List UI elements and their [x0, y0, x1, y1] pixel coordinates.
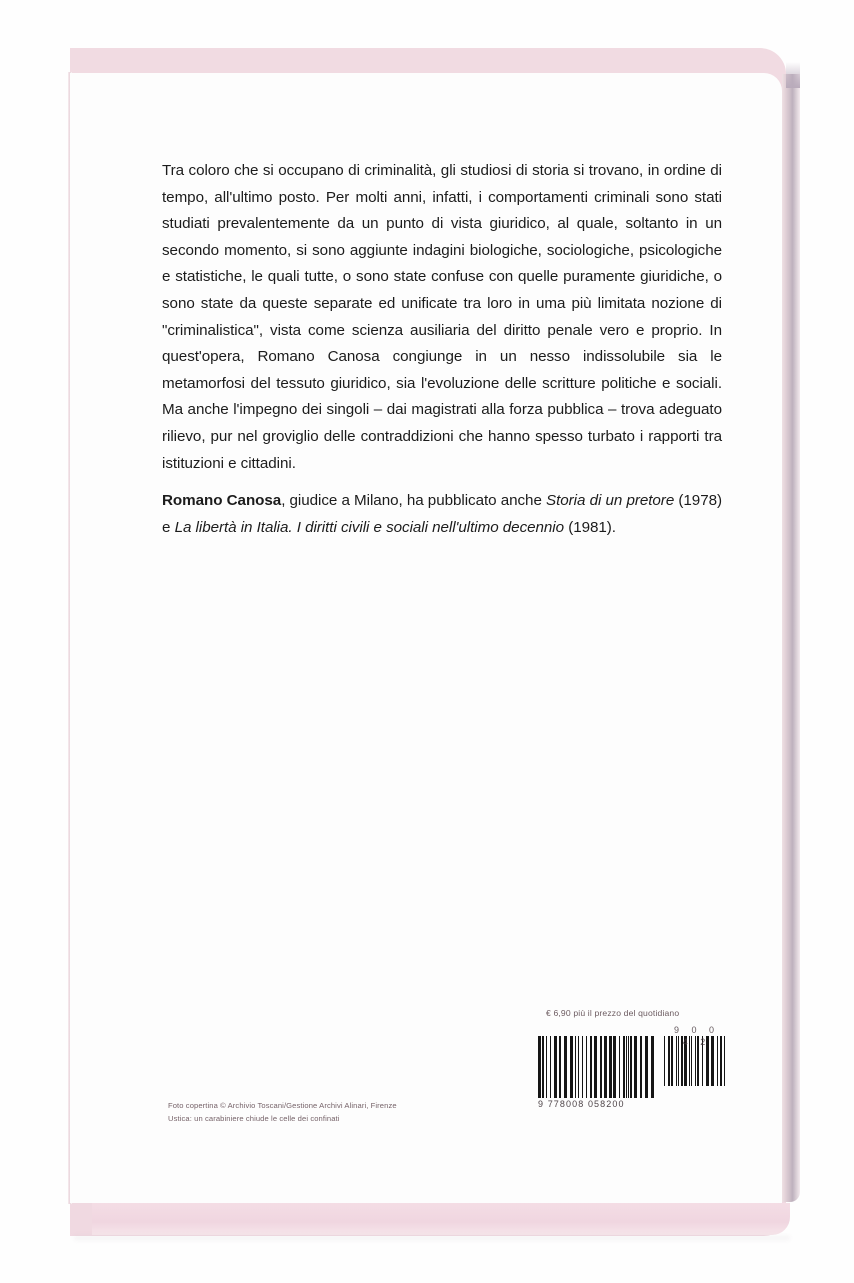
cover-foot-band	[92, 1203, 790, 1235]
published-title-2: La libertà in Italia. I diritti civili e sociali nell'ultimo decennio	[174, 518, 565, 536]
ean5-addon-digits: 9 0 0 4 2	[673, 1025, 720, 1047]
author-name: Romano Canosa	[162, 492, 282, 509]
bio-segment-2: (1978) e	[162, 492, 722, 536]
bio-segment-1: , giudice a Milano, ha pubblicato anche	[281, 492, 547, 509]
ean13-bars	[538, 1036, 656, 1098]
page-block-edge	[782, 74, 800, 1202]
price-label: € 6,90 più il prezzo del quotidiano	[546, 1008, 680, 1018]
ean13-barcode	[538, 1024, 656, 1109]
blurb-paragraph: Tra coloro che si occupano di criminalità, gli studiosi di storia si trovano, in ordine di tempo, all'ultimo posto. Per molti anni, infatti, i comportamenti criminali sono stati studiati prevalentemente da un punto di vista giuridico, al quale, soltanto in un secondo momento, si sono aggiunte indagini biologiche, sociologiche, psicologiche e statistiche, le quali tutte, o sono state confuse con quelle puramente giuridiche, o sono state da queste separate ed unificate tra loro in uma più limitata nozione di "criminalistica", vista come scienza ausiliaria del diritto penale vero e proprio. In quest'opera, Romano Canosa congiunge in un nesso indissolubile sia le metamorfosi del tessuto giuridico, sia l'evoluzione delle scritture politiche e sociali. Ma anche l'impegno dei singoli – dai magistrati alla forza pubblica – trova adeguato rilievo, pur nel groviglio delle contraddizioni che hanno spesso turbato i rapporti tra istituzioni e cittadini.	[162, 162, 722, 472]
ean5-addon-barcode	[664, 1024, 726, 1086]
barcode-group	[538, 1024, 748, 1109]
photo-credit-line-2: Ustica: un carabiniere chiude le celle dei confinati	[168, 1113, 340, 1123]
back-cover-blurb	[162, 158, 722, 477]
photo-credit	[168, 1100, 397, 1125]
author-bio	[162, 488, 722, 541]
published-title-1: Storia di un pretore	[546, 492, 675, 509]
barcode-zone	[538, 1008, 748, 1109]
bio-segment-3: (1981).	[564, 518, 616, 536]
ean13-digits: 9 778008 058200	[538, 1099, 625, 1109]
page-block-edge-top-shadow	[786, 62, 800, 88]
book-back-cover	[70, 48, 800, 1238]
photo-credit-line-1: Foto copertina © Archivio Toscani/Gestione Archivi Alinari, Firenze	[168, 1101, 397, 1110]
book-drop-shadow	[74, 1236, 790, 1242]
